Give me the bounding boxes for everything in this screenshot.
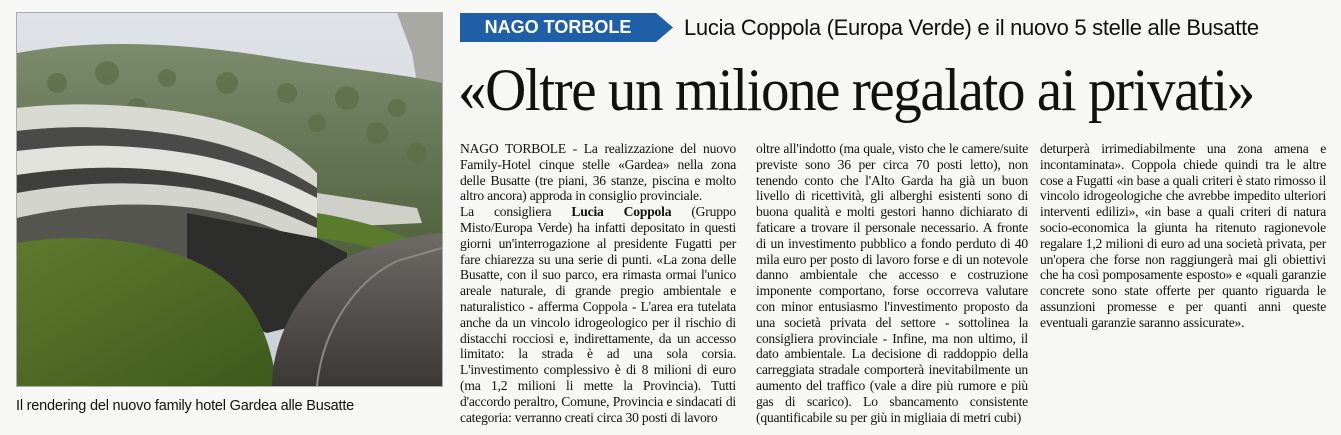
- author-name: Lucia Coppola: [571, 204, 672, 220]
- body-paragraph: deturperà irrimediabilmente una zona amena e incontaminata». Coppola chiede quindi tra le altre cose a Fugatti «in base a quali criteri è stato rimosso il vincolo idrogeologiche che avrebbe impedito ulteriori interventi edilizi», «in base a quali criteri di natura socio-economica la giunta ha ritenuto ragionevole regalare 1,2 milioni di euro ad una società privata, per un'opera che forse non raggiungerà mai gli obiettivi che ha così pomposamente esposto» e «quali garanzie concrete sono state offerte per quanto riguarda le assunzioni promesse e per quanti anni queste eventuali garanzie saranno assicurate».: [1040, 141, 1327, 330]
- photo-caption: Il rendering del nuovo family hotel Gardea alle Busatte: [16, 398, 355, 414]
- body-column-1: [460, 141, 736, 425]
- body-paragraph: NAGO TORBOLE - La realizzazione del nuovo Family-Hotel cinque stelle «Gardea» nella zona delle Busatte (tre piani, 36 stanze, piscina e molto altro ancora) approda in consiglio provinciale.: [460, 141, 737, 204]
- body-column-2: [756, 141, 1028, 425]
- body-paragraph: oltre all'indotto (ma quale, visto che le camere/suite previste sono 36 per circa 70 posti letto), non tenendo conto che l'Alto Garda ha già un buon livello di ricettività, gli alberghi esistenti sono di buona qualità e molti gestori hanno dichiarato di faticare a trovare il personale necessario. A fronte di un investimento pubblico a fondo perduto di 40 mila euro per posto di lavoro forse e di un notevole danno ambientale che accesso e costruzione imponente comportano, forse occorreva valutare con minor entusiasmo l'investimento proposto da una società privata del settore - sottolinea la consigliera provinciale - Infine, ma non ultimo, il dato ambientale. La decisione di raddoppio della carreggiata stradale comporterà inevitabilmente un aumento del traffico (vale a dire più rumore e più gas di scarico). Lo sbancamento consistente (quantificabile su per giù in migliaia di metri cubi): [756, 141, 1029, 425]
- hotel-rendering-photo: [16, 12, 443, 387]
- body-paragraph: La consigliera Lucia Coppola (Gruppo Misto/Europa Verde) ha infatti depositato in questi giorni un'interrogazione al presidente Fugatti per fare chiarezza su una serie di punti. «La zona delle Busatte, con il suo parco, era rimasta ormai l'unico areale naturale, di grande pregio ambientale e naturalistico - afferma Coppola - L'area era tutelata anche da un vincolo idrogeologico per il rischio di distacchi rocciosi e, indirettamente, da un accesso limitato: la strada è ad una sola corsia. L'investimento complessivo è di 8 milioni di euro (ma 1,2 milioni li mette la Provincia). Tutti d'accordo peraltro, Comune, Provincia e sindacati di categoria: verranno creati circa 30 posti di lavoro: [460, 204, 737, 425]
- section-kicker: [460, 13, 675, 42]
- article-headline: «Oltre un milione regalato ai privati»: [458, 57, 1254, 123]
- rendering-image: [17, 13, 442, 386]
- body-column-3: [1040, 141, 1326, 331]
- article-subtitle: Lucia Coppola (Europa Verde) e il nuovo 5 stelle alle Busatte: [684, 15, 1259, 40]
- kicker-label: NAGO TORBOLE: [484, 17, 632, 37]
